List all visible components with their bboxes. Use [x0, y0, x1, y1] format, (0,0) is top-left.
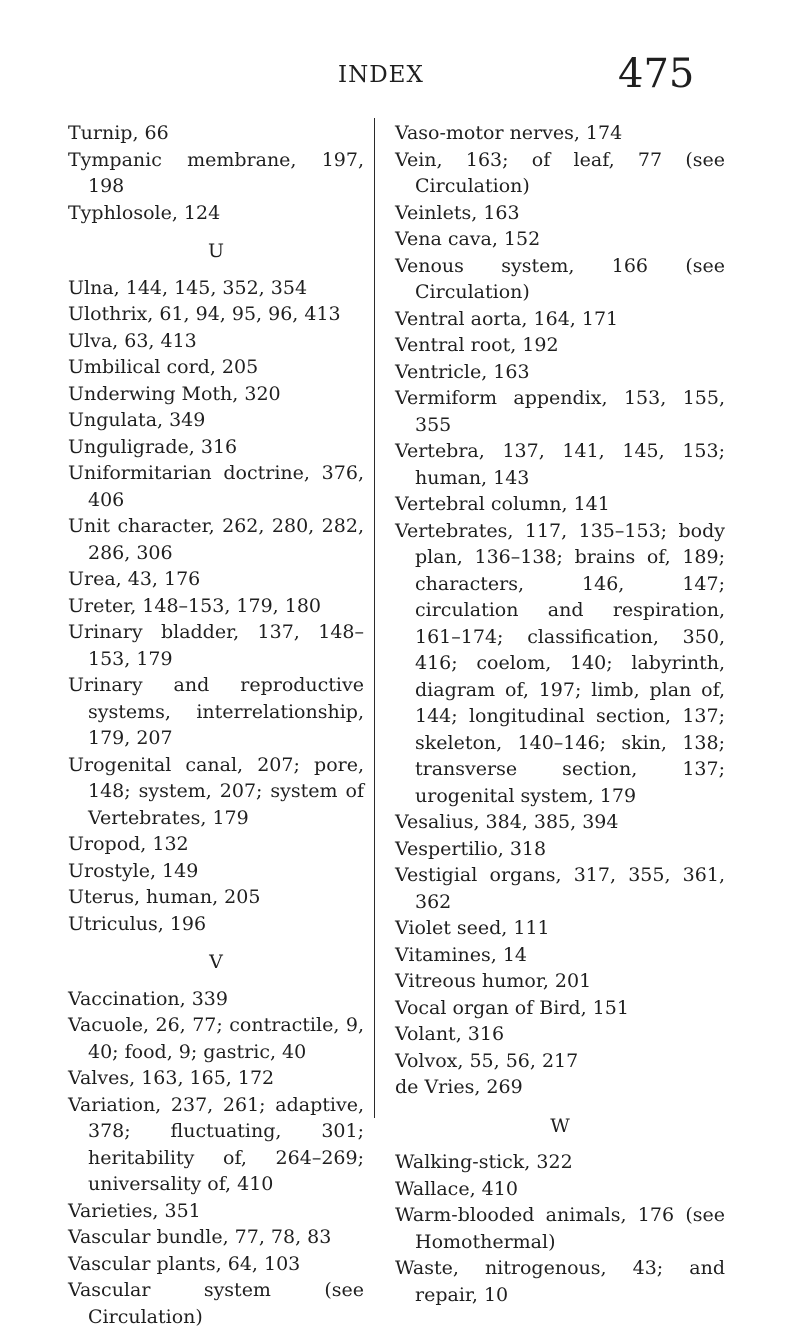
index-entry: Vascular plants, 64, 103 — [68, 1251, 364, 1278]
index-entry: Vena cava, 152 — [395, 226, 725, 253]
index-column-left — [68, 120, 364, 1330]
index-entry: Varieties, 351 — [68, 1198, 364, 1225]
index-entry: Ulva, 63, 413 — [68, 328, 364, 355]
index-entry: Ureter, 148–153, 179, 180 — [68, 593, 364, 620]
index-entry: Ventral root, 192 — [395, 332, 725, 359]
running-head — [0, 52, 800, 112]
index-entry: Vitamines, 14 — [395, 942, 725, 969]
index-entry: Typhlosole, 124 — [68, 200, 364, 227]
index-entry: Warm-blooded animals, 176 (see Homothermal) — [395, 1202, 725, 1255]
index-entry: Vein, 163; of leaf, 77 (see Circulation) — [395, 147, 725, 200]
section-letter-w: W — [395, 1113, 725, 1140]
index-entry: Unit character, 262, 280, 282, 286, 306 — [68, 513, 364, 566]
index-group-w — [395, 1149, 725, 1308]
index-entry: Tympanic membrane, 197, 198 — [68, 147, 364, 200]
index-entry: Urostyle, 149 — [68, 858, 364, 885]
index-entry: Vestigial organs, 317, 355, 361, 362 — [395, 862, 725, 915]
index-entry: Vesalius, 384, 385, 394 — [395, 809, 725, 836]
section-letter-u: U — [68, 238, 364, 265]
index-group-u — [68, 275, 364, 938]
index-entry: Vaccination, 339 — [68, 986, 364, 1013]
index-entry: Vertebrates, 117, 135–153; body plan, 136–138; brains of, 189; characters, 146, 147; circulation and respiration, 161–174; classification, 350, 416; coelom, 140; labyrinth, diagram of, 197; limb, plan of, 144; longitudinal section, 137; skeleton, 140–146; skin, 138; transverse section, 137; urogenital system, 179 — [395, 518, 725, 810]
index-entry: Umbilical cord, 205 — [68, 354, 364, 381]
index-entry: Urogenital canal, 207; pore, 148; system, 207; system of Vertebrates, 179 — [68, 752, 364, 832]
index-group-v — [68, 986, 364, 1330]
index-entry: Ventral aorta, 164, 171 — [395, 306, 725, 333]
index-entry: Ungulata, 349 — [68, 407, 364, 434]
index-entry: Utriculus, 196 — [68, 911, 364, 938]
index-entry: Vertebra, 137, 141, 145, 153; human, 143 — [395, 438, 725, 491]
index-entry: Uterus, human, 205 — [68, 884, 364, 911]
index-entry: Walking-stick, 322 — [395, 1149, 725, 1176]
section-letter-v: V — [68, 949, 364, 976]
index-entry: de Vries, 269 — [395, 1074, 725, 1101]
index-entry: Urea, 43, 176 — [68, 566, 364, 593]
index-entry: Vacuole, 26, 77; contractile, 9, 40; food, 9; gastric, 40 — [68, 1012, 364, 1065]
index-entry: Urinary and reproductive systems, interrelationship, 179, 207 — [68, 672, 364, 752]
index-entry: Ventricle, 163 — [395, 359, 725, 386]
index-group-v-continued — [395, 120, 725, 1101]
index-entry: Unguligrade, 316 — [68, 434, 364, 461]
index-entry: Vermiform appendix, 153, 155, 355 — [395, 385, 725, 438]
page-number: 475 — [618, 52, 694, 96]
index-entry: Vespertilio, 318 — [395, 836, 725, 863]
index-entry: Violet seed, 111 — [395, 915, 725, 942]
index-entry: Venous system, 166 (see Circulation) — [395, 253, 725, 306]
column-divider — [374, 118, 375, 1118]
index-group-t — [68, 120, 364, 226]
index-entry: Ulna, 144, 145, 352, 354 — [68, 275, 364, 302]
index-entry: Underwing Moth, 320 — [68, 381, 364, 408]
index-entry: Veinlets, 163 — [395, 200, 725, 227]
index-entry: Volvox, 55, 56, 217 — [395, 1048, 725, 1075]
index-entry: Vocal organ of Bird, 151 — [395, 995, 725, 1022]
index-entry: Urinary bladder, 137, 148–153, 179 — [68, 619, 364, 672]
index-entry: Vascular system (see Circulation) — [68, 1277, 364, 1330]
index-entry: Vertebral column, 141 — [395, 491, 725, 518]
index-entry: Volant, 316 — [395, 1021, 725, 1048]
index-entry: Uropod, 132 — [68, 831, 364, 858]
index-entry: Waste, nitrogenous, 43; and repair, 10 — [395, 1255, 725, 1308]
running-title: INDEX — [338, 62, 424, 88]
index-column-right — [395, 120, 725, 1308]
index-entry: Variation, 237, 261; adaptive, 378; fluctuating, 301; heritability of, 264–269; universality of, 410 — [68, 1092, 364, 1198]
index-entry: Valves, 163, 165, 172 — [68, 1065, 364, 1092]
index-entry: Ulothrix, 61, 94, 95, 96, 413 — [68, 301, 364, 328]
index-entry: Vascular bundle, 77, 78, 83 — [68, 1224, 364, 1251]
index-entry: Wallace, 410 — [395, 1176, 725, 1203]
index-entry: Vaso-motor nerves, 174 — [395, 120, 725, 147]
index-entry: Uniformitarian doctrine, 376, 406 — [68, 460, 364, 513]
index-entry: Vitreous humor, 201 — [395, 968, 725, 995]
index-entry: Turnip, 66 — [68, 120, 364, 147]
